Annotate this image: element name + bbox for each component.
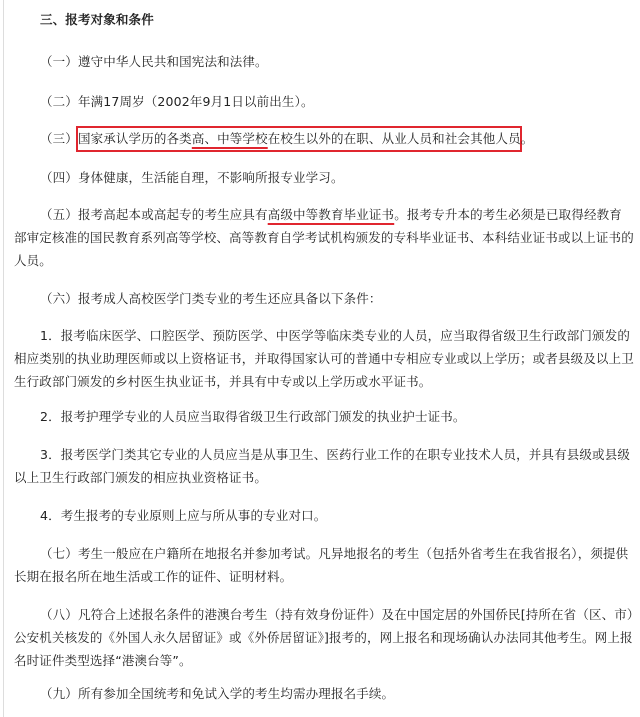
condition-3-underlined-text: 高、中等学校 — [191, 131, 268, 146]
left-border-line — [3, 0, 4, 717]
condition-9: （九）所有参加全国统考和免试入学的考生均需办理报名手续。 — [40, 686, 395, 701]
condition-5 — [14, 203, 634, 272]
condition-3-prefix: （三）国家承认学历的各类 — [40, 131, 192, 146]
condition-4: （四）身体健康，生活能自理，不影响所报专业学习。 — [40, 170, 344, 185]
section-title: 三、报考对象和条件 — [40, 12, 154, 27]
condition-5-suffix: 。报考专升本的考生必须是已取得经教育部审定核准的国民教育系列高等学校、高等教育自学考试机构颁发的专科毕业证书、本科结业证书或以上证书的人员。 — [14, 207, 634, 268]
condition-8: （八）凡符合上述报名条件的港澳台考生（持有效身份证件）及在中国定居的外国侨民[持所在省（区、市）公安机关核发的《外国人永久居留证》或《外侨居留证》]报考的，网上报名和现场确认办法同其他考生。网上报名时证件类型选择“港澳台等”。 — [14, 607, 634, 668]
condition-6-item-2: 2．报考护理学专业的人员应当取得省级卫生行政部门颁发的执业护士证书。 — [40, 409, 466, 424]
condition-3 — [14, 127, 634, 150]
condition-3-suffix: 在校生以外的在职、从业人员和社会其他人员。 — [267, 131, 534, 146]
condition-6-item-4: 4．考生报考的专业原则上应与所从事的专业对口。 — [40, 508, 327, 523]
condition-6-item-3: 3．报考医学门类其它专业的人员应当是从事卫生、医药行业工作的在职专业技术人员，并具有县级或县级以上卫生行政部门颁发的相应执业资格证书。 — [14, 447, 631, 485]
condition-7: （七）考生一般应在户籍所在地报名并参加考试。凡异地报名的考生（包括外省考生在我省报名），须提供长期在报名所在地生活或工作的证件、证明材料。 — [14, 546, 629, 584]
condition-1: （一）遵守中华人民共和国宪法和法律。 — [40, 54, 268, 69]
condition-5-prefix: （五）报考高起本或高起专的考生应具有 — [40, 207, 268, 222]
condition-2: （二）年满17周岁（2002年9月1日以前出生）。 — [40, 94, 314, 109]
condition-5-underlined-text: 高级中等教育毕业证书 — [267, 207, 395, 222]
condition-6-item-1: 1．报考临床医学、口腔医学、预防医学、中医学等临床类专业的人员，应当取得省级卫生行政部门颁发的相应类别的执业助理医师或以上资格证书，并取得国家认可的普通中专相应专业或以上学历；或者县级及以上卫生行政部门颁发的乡村医生执业证书，并具有中专或以上学历或水平证书。 — [14, 328, 634, 389]
condition-6: （六）报考成人高校医学门类专业的考生还应具备以下条件： — [40, 291, 382, 306]
